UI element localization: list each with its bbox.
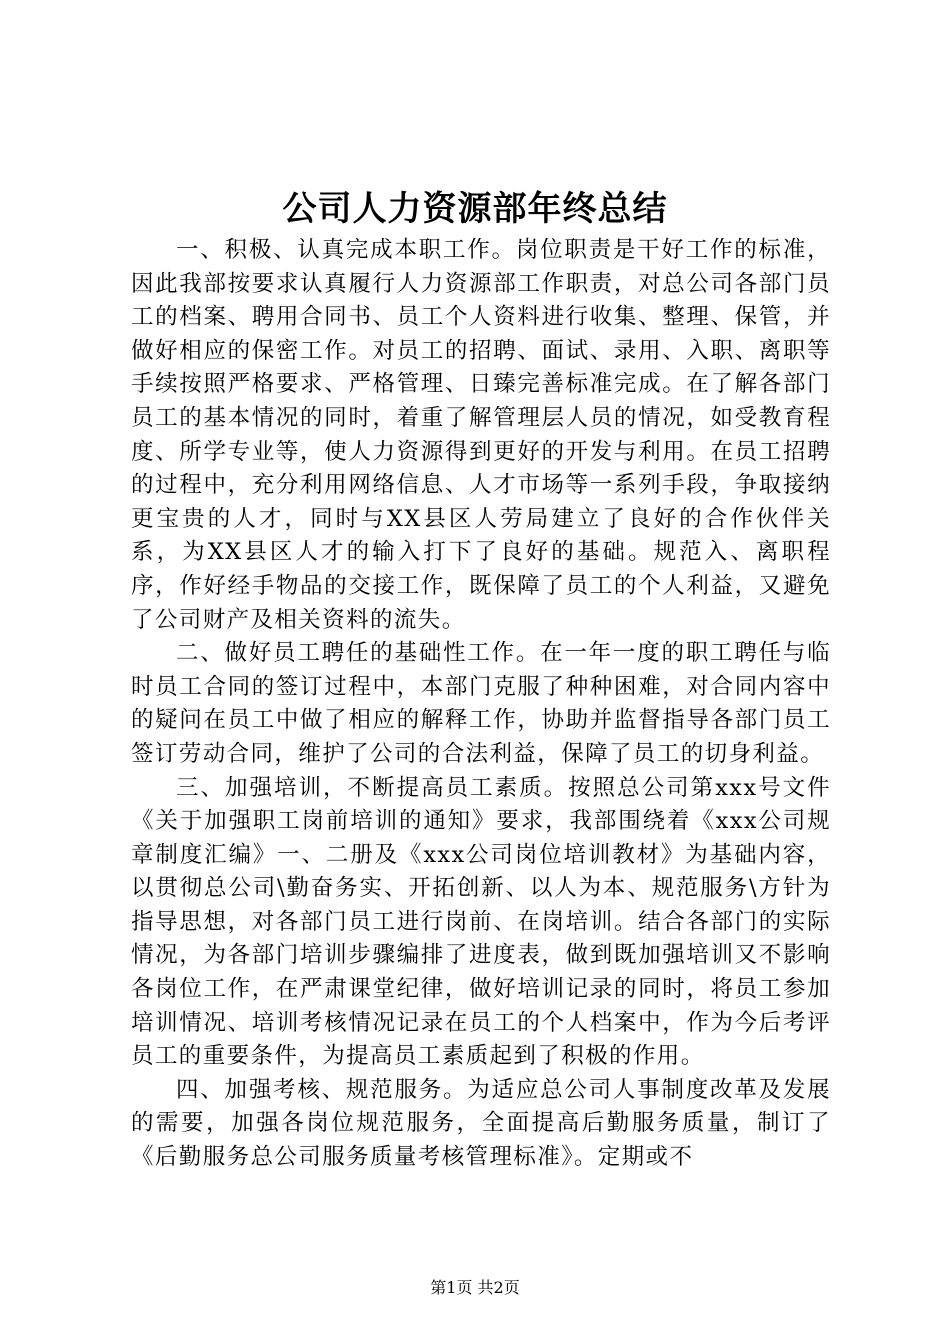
document-body [131,234,831,1175]
paragraph-3: 三、加强培训，不断提高员工素质。按照总公司第xxx号文件《关于加强职工岗前培训的通知》要求，我部围绕着《xxx公司规章制度汇编》一、二册及《xxx公司岗位培训教材》为基础内容，以贯彻总公司\勤奋务实、开拓创新、以人为本、规范服务\方针为指导思想，对各部门员工进行岗前、在岗培训。结合各部门的实际情况，为各部门培训步骤编排了进度表，做到既加强培训又不影响各岗位工作，在严肃课堂纪律，做好培训记录的同时，将员工参加培训情况、培训考核情况记录在员工的个人档案中，作为今后考评员工的重要条件，为提高员工素质起到了积极的作用。 [131,774,831,1070]
document-title: 公司人力资源部年终总结 [282,189,668,229]
page-number-footer: 第1页 共2页 [430,1278,520,1297]
paragraph-2: 二、做好员工聘任的基础性工作。在一年一度的职工聘任与临时员工合同的签订过程中，本部门克服了种种困难，对合同内容中的疑问在员工中做了相应的解释工作，协助并监督指导各部门员工签订劳动合同，维护了公司的合法利益，保障了员工的切身利益。 [131,640,831,767]
paragraph-1: 一、积极、认真完成本职工作。岗位职责是干好工作的标准，因此我部按要求认真履行人力资源部工作职责，对总公司各部门员工的档案、聘用合同书、员工个人资料进行收集、整理、保管，并做好相应的保密工作。对员工的招聘、面试、录用、入职、离职等手续按照严格要求、严格管理、日臻完善标准完成。在了解各部门员工的基本情况的同时，着重了解管理层人员的情况，如受教育程度、所学专业等，使人力资源得到更好的开发与利用。在员工招聘的过程中，充分利用网络信息、人才市场等一系列手段，争取接纳更宝贵的人才，同时与XX县区人劳局建立了良好的合作伙伴关系，为XX县区人才的输入打下了良好的基础。规范入、离职程序，作好经手物品的交接工作，既保障了员工的个人利益，又避免了公司财产及相关资料的流失。 [131,237,831,633]
paragraph-4: 四、加强考核、规范服务。为适应总公司人事制度改革及发展的需要，加强各岗位规范服务，全面提高后勤服务质量，制订了《后勤服务总公司服务质量考核管理标准》。定期或不 [131,1076,831,1171]
